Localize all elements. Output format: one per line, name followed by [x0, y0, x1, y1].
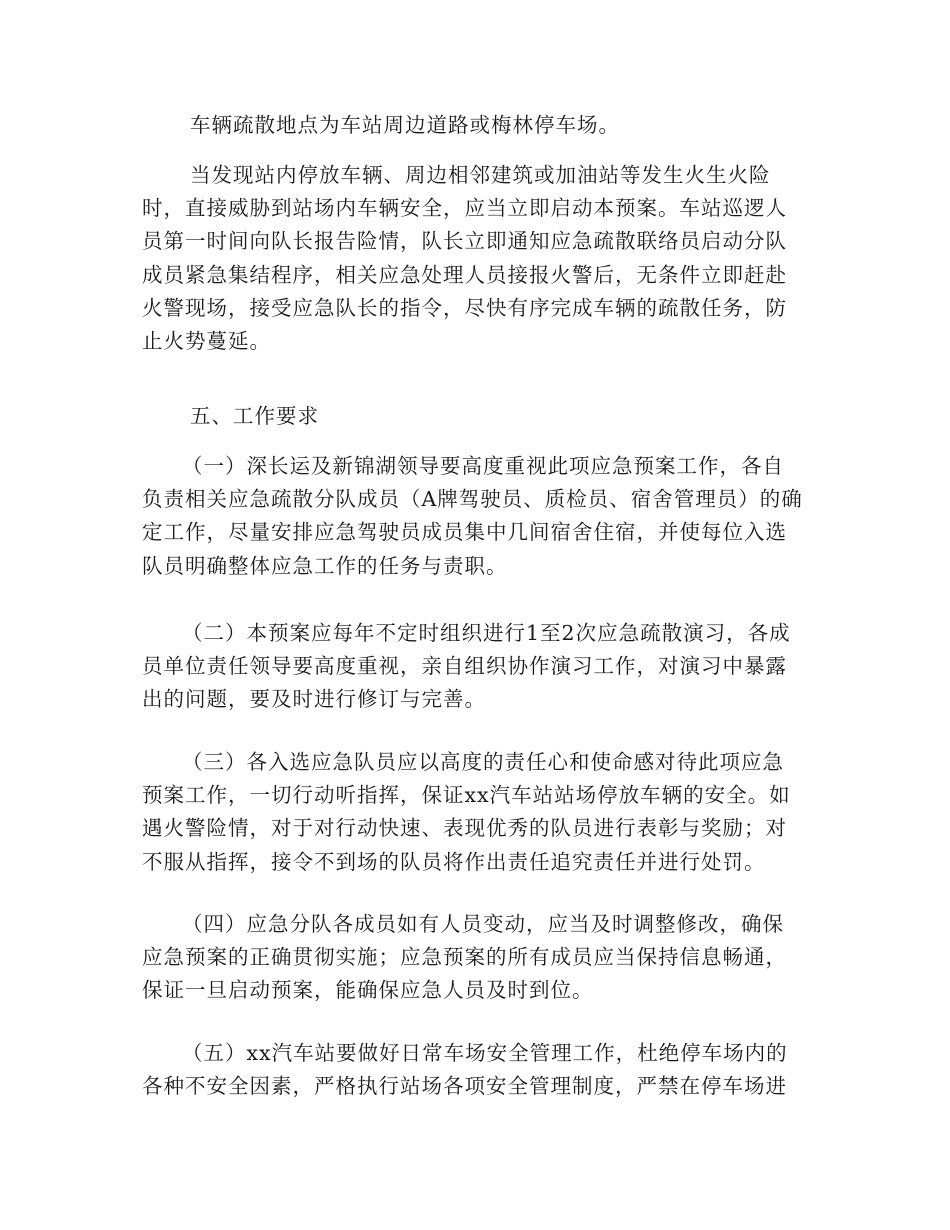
paragraph-line: 当发现站内停放车辆、周边相邻建筑或加油站等发生火生火险	[190, 163, 771, 187]
paragraph-line: 出的问题，要及时进行修订与完善。	[142, 687, 486, 712]
paragraph-line: 不服从指挥，接令不到场的队员将作出责任追究责任并进行处罚。	[142, 849, 766, 874]
paragraph-line: 队员明确整体应急工作的任务与责职。	[142, 553, 508, 578]
paragraph-line: 预案工作，一切行动听指挥，保证xx汽车站站场停放车辆的安全。如	[142, 783, 791, 808]
paragraph-line: 止火势蔓延。	[142, 329, 271, 353]
paragraph-line: 时，直接威胁到站场内车辆安全，应当立即启动本预案。车站巡逻人	[142, 196, 787, 221]
paragraph-line: 各种不安全因素，严格执行站场各项安全管理制度，严禁在停车场进	[142, 1074, 787, 1099]
paragraph-line: （二）本预案应每年不定时组织进行1至2次应急疏散演习，各成	[182, 621, 791, 645]
paragraph-line: 员第一时间向队长报告险情，队长立即通知应急疏散联络员启动分队	[142, 229, 787, 254]
paragraph-line: （五）xx汽车站要做好日常车场安全管理工作，杜绝停车场内的	[182, 1041, 788, 1065]
paragraph-line: 火警现场，接受应急队长的指令，尽快有序完成车辆的疏散任务，防	[142, 295, 787, 320]
paragraph-line: 定工作，尽量安排应急驾驶员成员集中几间宿舍住宿，并使每位入选	[142, 520, 787, 545]
paragraph-line: （四）应急分队各成员如有人员变动，应当及时调整修改，确保	[182, 912, 784, 936]
paragraph-line: （三）各入选应急队员应以高度的责任心和使命感对待此项应急	[182, 750, 784, 774]
paragraph-line: 遇火警险情，对于对行动快速、表现优秀的队员进行表彰与奖励；对	[142, 816, 787, 841]
paragraph-line: 员单位责任领导要高度重视，亲自组织协作演习工作，对演习中暴露	[142, 654, 787, 679]
paragraph-line: 车辆疏散地点为车站周边道路或梅林停车场。	[190, 113, 620, 137]
paragraph-line: （一）深长运及新锦湖领导要高度重视此项应急预案工作，各自	[182, 454, 784, 478]
paragraph-line: 保证一旦启动预案，能确保应急人员及时到位。	[142, 978, 594, 1003]
section-heading: 五、工作要求	[190, 404, 319, 428]
paragraph-line: 负责相关应急疏散分队成员（A牌驾驶员、质检员、宿舍管理员）的确	[142, 487, 803, 512]
paragraph-line: 应急预案的正确贯彻实施；应急预案的所有成员应当保持信息畅通，	[142, 945, 787, 970]
paragraph-line: 成员紧急集结程序，相关应急处理人员接报火警后，无条件立即赶赴	[142, 262, 787, 287]
